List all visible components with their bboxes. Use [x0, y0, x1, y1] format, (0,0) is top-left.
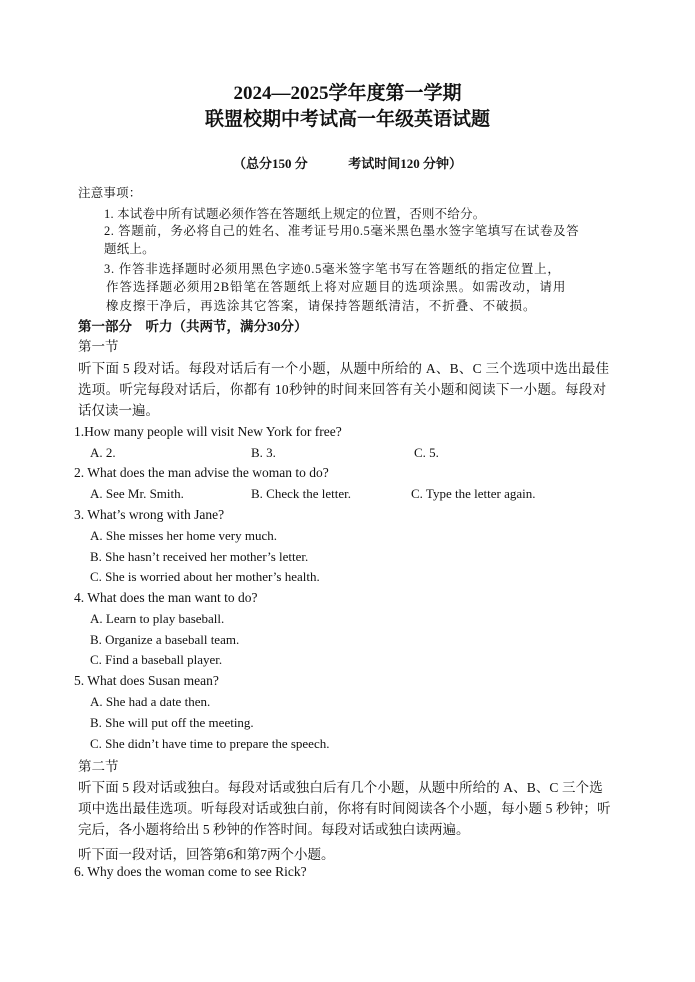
section-1-instructions-cont2: 话仅读一遍。 — [78, 403, 159, 418]
question-5: 5. What does Susan mean? — [74, 673, 219, 688]
question-1-option-a: A. 2. — [90, 445, 116, 460]
question-1-option-c: C. 5. — [414, 445, 439, 460]
notice-item-3-cont: 作答选择题必须用2B铅笔在答题纸上将对应题目的选项涂黑。如需改动，请用 — [106, 280, 567, 294]
section-2-instructions: 听下面 5 段对话或独白。每段对话或独白后有几个小题，从题中所给的 A、B、C 三个选 — [78, 780, 603, 795]
notice-item-3: 3. 作答非选择题时必须用黑色字迹0.5毫米签字笔书写在答题纸的指定位置上， — [104, 262, 561, 276]
section-1-instructions-cont: 选项。听完每段对话后，你都有 10秒钟的时间来回答有关小题和阅读下一小题。每段对 — [78, 382, 607, 397]
question-5-option-b: B. She will put off the meeting. — [90, 715, 254, 730]
title-line-1: 2024—2025学年度第一学期 — [233, 83, 462, 104]
question-5-option-a: A. She had a date then. — [90, 694, 211, 709]
notice-item-3-cont2: 橡皮擦干净后，再选涂其它答案，请保持答题纸清洁，不折叠、不破损。 — [106, 299, 537, 313]
question-3: 3. What’s wrong with Jane? — [74, 507, 225, 522]
question-2-option-c: C. Type the letter again. — [411, 486, 536, 501]
question-5-option-c: C. She didn’t have time to prepare the speech. — [90, 736, 330, 751]
total-score: （总分150 分 — [232, 156, 308, 171]
question-3-option-a: A. She misses her home very much. — [90, 528, 278, 543]
section-2-label: 第二节 — [78, 759, 119, 774]
question-4: 4. What does the man want to do? — [74, 590, 258, 605]
notice-item-1: 1. 本试卷中所有试题必须作答在答题纸上规定的位置，否则不给分。 — [104, 207, 486, 221]
question-2: 2. What does the man advise the woman to do? — [74, 465, 329, 480]
notice-heading: 注意事项： — [78, 186, 142, 200]
question-1: 1.How many people will visit New York for free? — [74, 424, 342, 439]
question-3-option-c: C. She is worried about her mother’s health. — [90, 569, 320, 584]
notice-item-2-cont: 题纸上。 — [104, 242, 155, 256]
exam-info — [0, 153, 695, 172]
question-6: 6. Why does the woman come to see Rick? — [74, 864, 307, 879]
question-4-option-c: C. Find a baseball player. — [90, 652, 223, 667]
exam-time: 考试时间120 分钟） — [348, 156, 463, 171]
section-2-instructions-cont2: 完后，各小题将给出 5 秒钟的作答时间。每段对话或独白读两遍。 — [78, 822, 470, 837]
title-line-2: 联盟校期中考试高一年级英语试题 — [204, 109, 490, 130]
question-1-option-b: B. 3. — [251, 445, 276, 460]
section-2-sub-instruction: 听下面一段对话，回答第6和第7两个小题。 — [78, 847, 335, 862]
question-4-option-b: B. Organize a baseball team. — [90, 632, 240, 647]
question-2-option-a: A. See Mr. Smith. — [90, 486, 184, 501]
notice-item-2: 2. 答题前，务必将自己的姓名、准考证号用0.5毫米黑色墨水签字笔填写在试卷及答 — [104, 224, 580, 238]
section-1-label: 第一节 — [78, 339, 119, 354]
section-2-instructions-cont: 项中选出最佳选项。听每段对话或独白前，你将有时间阅读各个小题，每小题 5 秒钟；听 — [78, 801, 611, 816]
question-4-option-a: A. Learn to play baseball. — [90, 611, 225, 626]
part-1-heading: 第一部分 听力（共两节，满分30分） — [78, 319, 308, 334]
question-2-option-b: B. Check the letter. — [251, 486, 352, 501]
section-1-instructions: 听下面 5 段对话。每段对话后有一个小题，从题中所给的 A、B、C 三个选项中选出最佳 — [78, 361, 610, 376]
question-3-option-b: B. She hasn’t received her mother’s letter. — [90, 549, 309, 564]
